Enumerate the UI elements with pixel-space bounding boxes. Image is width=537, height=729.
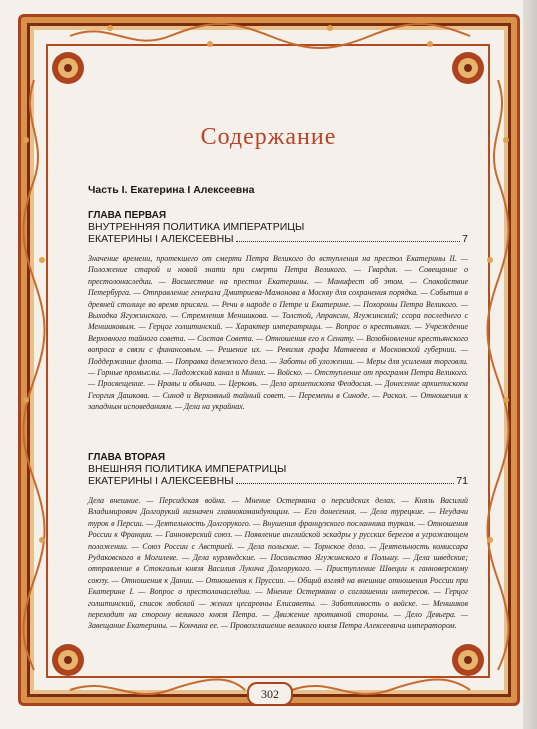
- toc-entry-line[interactable]: [88, 475, 468, 487]
- chapter-label: ГЛАВА ВТОРАЯ: [88, 452, 166, 463]
- chapter-page-number: 71: [456, 475, 468, 487]
- corner-ornament-bottom-left: [46, 638, 90, 682]
- dot-leader: [236, 483, 455, 484]
- corner-ornament-bottom-right: [446, 638, 490, 682]
- corner-ornament-top-left: [46, 46, 90, 90]
- toc-entry-line[interactable]: [88, 233, 468, 245]
- dot-leader: [236, 241, 461, 242]
- chapter-entry: [88, 210, 468, 413]
- chapter-title: ВНЕШНЯЯ ПОЛИТИКА ИМПЕРАТРИЦЫ: [88, 463, 287, 475]
- chapter-entry: [88, 452, 468, 632]
- chapter-title: ЕКАТЕРИНЫ I АЛЕКСЕЕВНЫ: [88, 233, 234, 245]
- chapter-title: ВНУТРЕННЯЯ ПОЛИТИКА ИМПЕРАТРИЦЫ: [88, 221, 305, 233]
- page-number: 302: [247, 682, 293, 706]
- part-heading: Часть I. Екатерина I Алексеевна: [88, 184, 255, 196]
- chapter-label: ГЛАВА ПЕРВАЯ: [88, 210, 167, 221]
- corner-ornament-top-right: [446, 46, 490, 90]
- chapter-title: ЕКАТЕРИНЫ I АЛЕКСЕЕВНЫ: [88, 475, 234, 487]
- chapter-summary: Дела внешние. — Персидская война. — Мнение Остермана о персидских делах. — Князь Василий Владимирович Долгорукий назначен главнокомандующим. — Его донесения. — Дела турецкие. — Неудачи турок в Персии. — Деятельность Долгорукого. — Внушения французского посланника туркам. — Отношения России к Франции. — Ганноверский союз. — Появление английской эскадры у русских берегов в угрожающем положении. — Союз России с Австрией. — Дела польские. — Торнское дело. — Деятельность комиссара Рудаковского в Могилеве. — Дела курляндские. — Посольство Ягужинского в Польшу. — Дела шведские; отправление в Стокгольм князя Василия Лукича Долгорукого. — Приступление Швеции к ганноверскому союзу. — Отношения к Дании. — Отношения к Пруссии. — Общий взгляд на внешние отношения России при Екатерине I. — Вопрос о престолонаследии. — Мнение Остермана о соглашении интересов. — Герцог голштинский, список любской — жених цесаревны Елисаветы. — Заботливость о войске. — Меншиков переходит на сторону великого князя Петра. — Движение противной стороны. — Дело Девьера. — Завещание Екатерины. — Кончина ее. — Провозглашение великого князя Петра Алексеевича императором.: [88, 496, 468, 631]
- chapter-summary: Значение времени, протекшего от смерти Петра Великого до вступления на престол Екатерины II. — Положение старой и новой знати при смерти Петра Великого. — Гвардия. — Совещание о престолонаследии. — Восшествие на престол Екатерины. — Манифест об этом. — Спокойствие Петербурга. — Отправление генерала Дмитриева-Мамонова в Москву для сохранения порядка. — События в древней столице во время присяги. — Речи в народе о Петре и Екатерине. — Похороны Петра Великого. — Выходка Ягужинского. — Стремления Меншикова. — Толстой, Апраксин, Ягужинский; ссора последнего с Меншиковым. — Герцог голштинский. — Характер императрицы. — Вопрос о крестьянах. — Учреждение Верховного тайного совета. — Состав Совета. — Отношения его к Сенату. — Возобновление крестьянского вопроса в связи с финансовым. — Решение их. — Ревизия графа Матвеева в Московской губернии. — Поддержание флота. — Поправка денежного дела. — Заботы об уложении. — Меры для усиления торговли. — Горные промыслы. — Ладожский канал и Миних. — Войско. — Отступление от программ Петра Великого. — Просвещение. — Нравы и обычаи. — Церковь. — Дело архиепископа Феодосия. — Донесение архиепископа Георгия Дашкова. — Синод и Верховный тайный совет. — Перемены в Синоде. — Раскол. — Отношения к западным исповеданиям. — Дела на украйнах.: [88, 254, 468, 412]
- page-title: Содержание: [200, 124, 337, 150]
- chapter-page-number: 7: [462, 233, 468, 245]
